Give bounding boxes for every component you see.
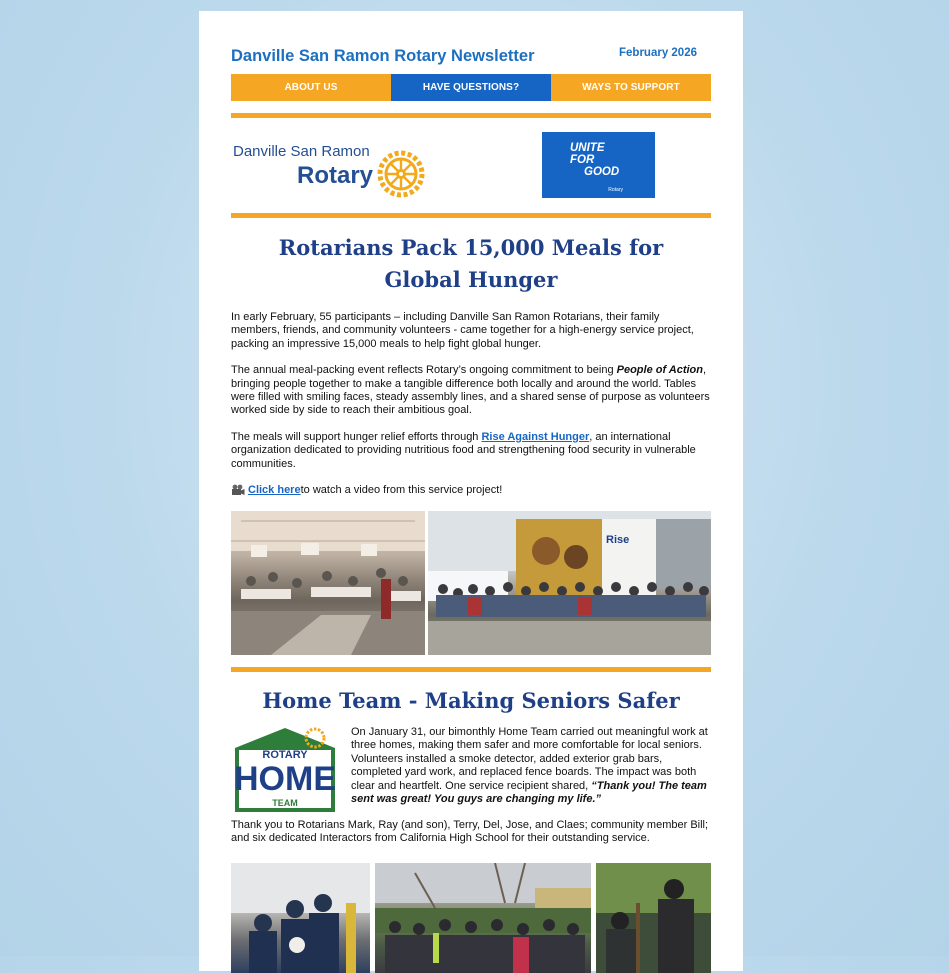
newsletter-title: Danville San Ramon Rotary Newsletter bbox=[231, 47, 535, 65]
video-line bbox=[231, 484, 711, 496]
gold-divider bbox=[231, 213, 711, 218]
rise-against-hunger-link[interactable]: Rise Against Hunger bbox=[481, 430, 590, 443]
recipient-quote: “Thank you! The team sent was great! You guys are changing my life.” bbox=[351, 779, 707, 806]
club-logo-line1: Danville San Ramon bbox=[233, 143, 370, 160]
video-text: to watch a video from this service project! bbox=[300, 484, 503, 497]
home-logo-bottom-text: TEAM bbox=[272, 798, 298, 809]
meal-packing-hall-photo bbox=[231, 511, 425, 655]
article-paragraph: The meals will support hunger relief efforts through Rise Against Hunger, an international organization dedicated to providing nutritious food and strengthening food security in vulnerable communities. bbox=[231, 430, 696, 470]
home-team-photo-3 bbox=[596, 863, 711, 973]
article-paragraph: In early February, 55 participants – including Danville San Ramon Rotarians, their family members, friends, and community volunteers - came together for a high-energy service project, packing an impressive 15,000 meals to help fight global hunger. bbox=[231, 311, 694, 350]
volunteer-group-photo bbox=[428, 511, 711, 655]
article-title: Home Team - Making Seniors Safer bbox=[262, 688, 680, 714]
article-paragraph: The annual meal-packing event reflects Rotary’s ongoing commitment to being People of Action, bringing people together to make a tangible difference both locally and around the world. Tables were filled with smiling faces, steady assembly lines, and a shared sense of purpose as volunteers worked side by side to reach their ambitious goal. bbox=[231, 364, 710, 417]
article-paragraph: Thank you to Rotarians Mark, Ray (and son), Terry, Del, Jose, and Claes; community member Bill; and six dedicated Interactors from California High School for their outstanding service. bbox=[231, 819, 709, 845]
truck-brand-text: Rise bbox=[606, 534, 630, 547]
home-logo-mid-text: HOME bbox=[234, 760, 336, 799]
issue-date: February 2026 bbox=[619, 47, 697, 59]
unite-small-text: Rotary bbox=[608, 187, 623, 193]
gold-divider bbox=[231, 667, 711, 672]
unite-line1: UNITE bbox=[570, 142, 605, 154]
nav-bar bbox=[231, 74, 711, 101]
meal-packing-photos bbox=[231, 511, 711, 655]
club-logo bbox=[233, 140, 429, 200]
home-team-logo bbox=[231, 726, 339, 812]
people-of-action-emphasis: People of Action bbox=[616, 364, 703, 377]
unite-for-good-logo bbox=[542, 132, 655, 198]
rotary-wheel-icon bbox=[376, 149, 426, 199]
nav-have-questions-button[interactable]: HAVE QUESTIONS? bbox=[391, 74, 551, 101]
masthead bbox=[231, 11, 711, 74]
nav-ways-to-support-button[interactable]: WAYS TO SUPPORT bbox=[551, 74, 711, 101]
unite-line2: FOR bbox=[570, 154, 595, 166]
club-logo-line2: Rotary bbox=[297, 162, 374, 189]
home-team-section bbox=[231, 726, 711, 812]
home-team-photos bbox=[231, 863, 711, 973]
home-team-photo-2 bbox=[375, 863, 592, 973]
unite-line3: GOOD bbox=[584, 166, 620, 178]
video-camera-icon bbox=[231, 484, 245, 496]
logo-row bbox=[231, 118, 711, 213]
video-link[interactable]: Click here bbox=[248, 484, 301, 497]
article-paragraph: On January 31, our bimonthly Home Team carried out meaningful work at three homes, making them safer and more comfortable for local seniors. Volunteers installed a smoke detector, added exterior grab bars, completed yard work, and replaced fence boards. The impact was both clear and heartfelt. One service recipient shared, “Thank you! The team sent was great! You guys are changing my life.” bbox=[351, 726, 708, 806]
home-team-photo-1 bbox=[231, 863, 370, 973]
home-logo-top-text: ROTARY bbox=[262, 749, 308, 762]
nav-about-us-button[interactable]: ABOUT US bbox=[231, 74, 391, 101]
newsletter-card bbox=[199, 11, 743, 971]
article-title: Rotarians Pack 15,000 Meals for Global Hunger bbox=[278, 235, 664, 292]
